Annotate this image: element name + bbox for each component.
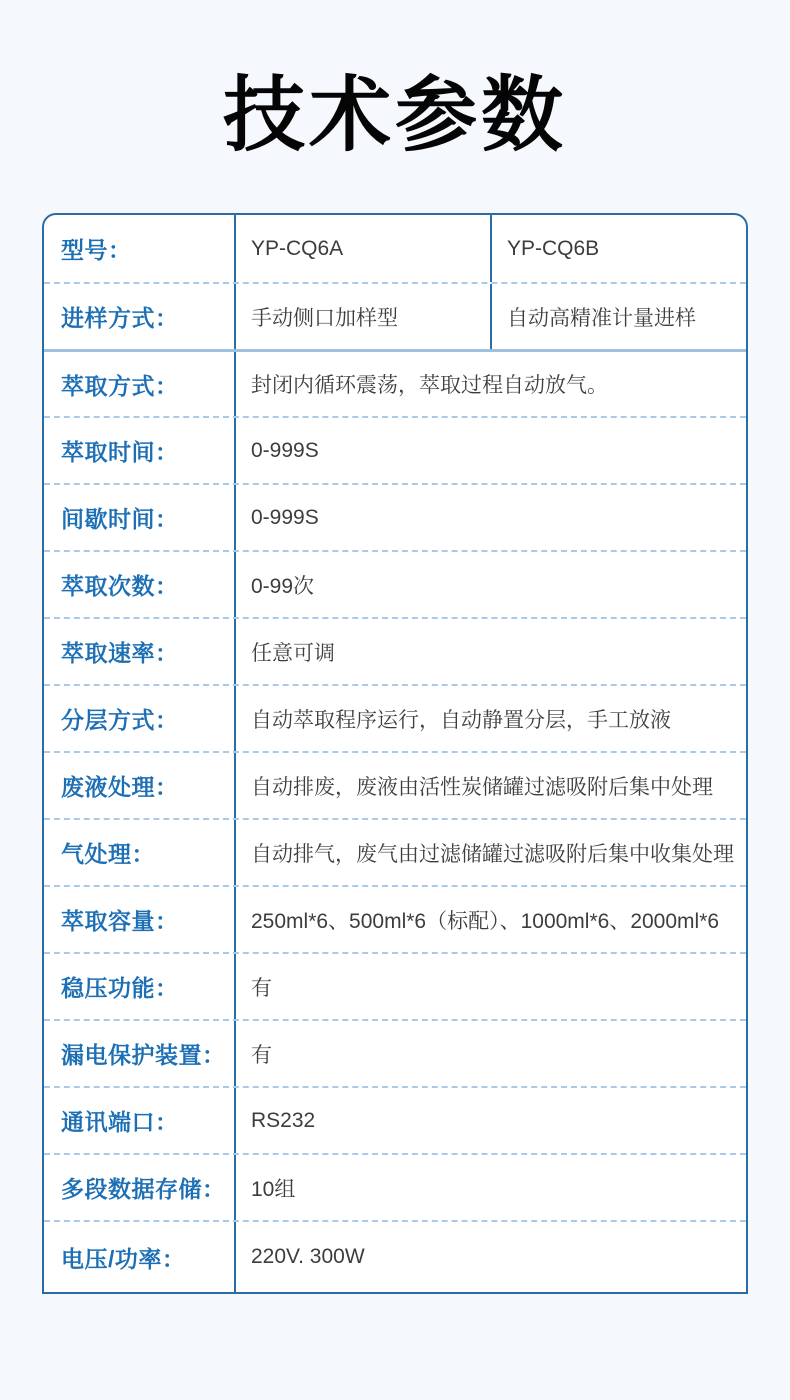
row-label: 萃取方式：	[44, 352, 236, 416]
row-value: 自动排废，废液由活性炭储罐过滤吸附后集中处理	[251, 775, 713, 799]
row-value: 任意可调	[251, 641, 335, 665]
row-label: 漏电保护装置：	[44, 1021, 236, 1086]
spec-table	[42, 213, 748, 1294]
row-label: 萃取次数：	[44, 552, 236, 617]
row-label: 通讯端口：	[44, 1088, 236, 1153]
table-row-voltage-stabilizing	[44, 952, 746, 1019]
row-label: 分层方式：	[44, 686, 236, 751]
row-label: 进样方式：	[44, 284, 236, 349]
table-row-layering-mode	[44, 684, 746, 751]
table-row-comm-port	[44, 1086, 746, 1153]
row-value-col1: YP-CQ6A	[236, 215, 492, 282]
row-value: RS232	[251, 1108, 316, 1132]
row-value: 0-99次	[251, 574, 315, 598]
row-label: 型号：	[44, 215, 236, 282]
row-label: 间歇时间：	[44, 485, 236, 550]
row-value: 0-999S	[251, 505, 319, 529]
row-label: 萃取时间：	[44, 418, 236, 483]
row-value: 220V. 300W	[251, 1245, 365, 1268]
table-row-model	[44, 215, 746, 282]
table-row-waste-liquid	[44, 751, 746, 818]
row-label: 气处理：	[44, 820, 236, 885]
table-row-voltage-power	[44, 1220, 746, 1292]
table-row-extraction-rate	[44, 617, 746, 684]
row-label: 稳压功能：	[44, 954, 236, 1019]
page-title: 技术参数	[222, 70, 567, 161]
table-row-gas-treatment	[44, 818, 746, 885]
row-label: 萃取速率：	[44, 619, 236, 684]
row-value: 250ml*6、500ml*6（标配）、1000ml*6、2000ml*6	[251, 909, 720, 933]
row-value: 有	[251, 976, 272, 1000]
table-row-extraction-time	[44, 416, 746, 483]
table-row-extraction-capacity	[44, 885, 746, 952]
row-label: 废液处理：	[44, 753, 236, 818]
row-value: 有	[251, 1043, 272, 1067]
table-row-sampling-mode	[44, 282, 746, 349]
row-value-col2: YP-CQ6B	[507, 236, 600, 260]
row-label: 电压/功率：	[44, 1222, 236, 1292]
row-label: 多段数据存储：	[44, 1155, 236, 1220]
table-row-leakage-protection	[44, 1019, 746, 1086]
row-value: 0-999S	[251, 438, 319, 462]
row-value: 10组	[251, 1177, 296, 1201]
row-value: 自动排气，废气由过滤储罐过滤吸附后集中收集处理	[251, 842, 734, 866]
table-row-interval-time	[44, 483, 746, 550]
row-value: 自动萃取程序运行，自动静置分层，手工放液	[251, 708, 671, 732]
table-row-extraction-mode	[44, 349, 746, 416]
row-value-col2: 自动高精准计量进样	[507, 306, 696, 330]
row-value-col1: 手动侧口加样型	[236, 284, 492, 349]
table-row-data-storage	[44, 1153, 746, 1220]
row-label: 萃取容量：	[44, 887, 236, 952]
table-row-extraction-count	[44, 550, 746, 617]
row-value: 封闭内循环震荡，萃取过程自动放气。	[251, 374, 608, 397]
